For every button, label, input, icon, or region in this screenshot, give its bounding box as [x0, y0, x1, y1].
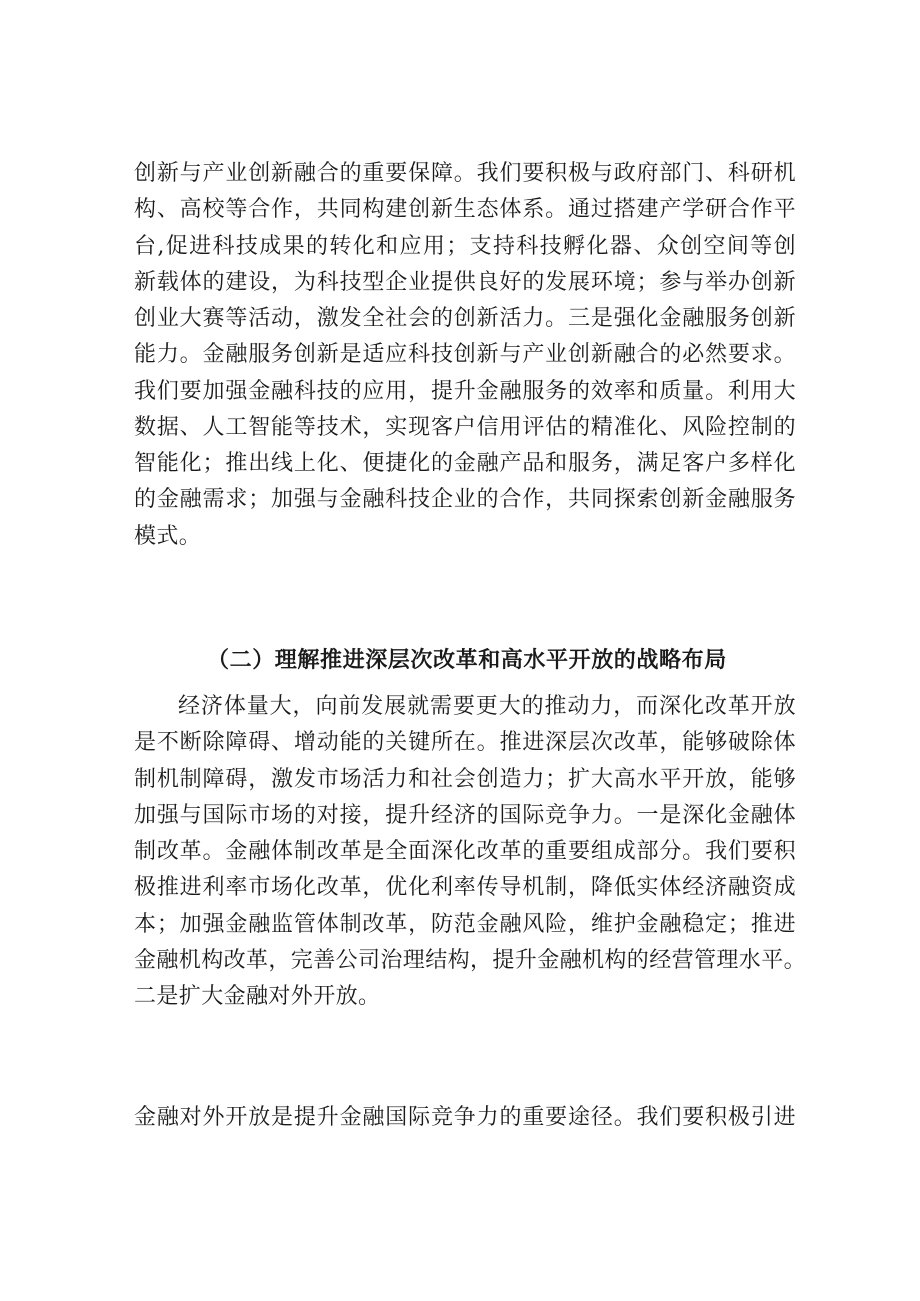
text-line: 能力。金融服务创新是适应科技创新与产业创新融合的必然要求。	[134, 342, 796, 368]
text-line: 新载体的建设，为科技型企业提供良好的发展环境；参与举办创新	[134, 269, 796, 295]
text-line: 极推进利率市场化改革，优化利率传导机制，降低实体经济融资成	[134, 875, 796, 901]
text-line: 加强与国际市场的对接，提升经济的国际竞争力。一是深化金融体	[134, 802, 796, 828]
paragraph-reform-opening	[134, 689, 807, 1015]
text-line: 金融对外开放是提升金融国际竞争力的重要途径。我们要积极引进	[134, 1105, 796, 1130]
text-line: 金融机构改革，完善公司治理结构，提升金融机构的经营管理水平。	[134, 947, 807, 973]
text-line: 台,促进科技成果的转化和应用；支持科技孵化器、众创空间等创	[134, 233, 796, 259]
section-heading: （二）理解推进深层次改革和高水平开放的战略布局	[207, 647, 727, 673]
text-line: 制改革。金融体制改革是全面深化改革的重要组成部分。我们要积	[134, 839, 796, 864]
text-line: 二是扩大金融对外开放。	[134, 984, 381, 1009]
text-line: 制机制障碍，激发市场活力和社会创造力；扩大高水平开放，能够	[134, 766, 796, 792]
text-line: 的金融需求；加强与金融科技企业的合作，共同探索创新金融服务	[134, 487, 796, 513]
text-line: 模式。	[134, 523, 202, 549]
text-line: 是不断除障碍、增动能的关键所在。推进深层次改革，能够破除体	[134, 730, 796, 756]
text-line: 数据、人工智能等技术，实现客户信用评估的精准化、风险控制的	[134, 414, 796, 440]
text-line: 创业大赛等活动，激发全社会的创新活力。三是强化金融服务创新	[134, 306, 796, 331]
text-line: 构、高校等合作，共同构建创新生态体系。通过搭建产学研合作平	[134, 197, 796, 223]
text-line: 创新与产业创新融合的重要保障。我们要积极与政府部门、科研机	[134, 161, 796, 186]
paragraph-financial-innovation	[134, 156, 796, 555]
text-line: 智能化；推出线上化、便捷化的金融产品和服务，满足客户多样化	[134, 451, 796, 476]
text-line: 我们要加强金融科技的应用，提升金融服务的效率和质量。利用大	[134, 378, 796, 404]
text-line: 经济体量大，向前发展就需要更大的推动力，而深化改革开放	[178, 694, 796, 719]
paragraph-financial-opening	[134, 1100, 796, 1136]
text-line: 本；加强金融监管体制改革，防范金融风险，维护金融稳定；推进	[134, 911, 796, 937]
